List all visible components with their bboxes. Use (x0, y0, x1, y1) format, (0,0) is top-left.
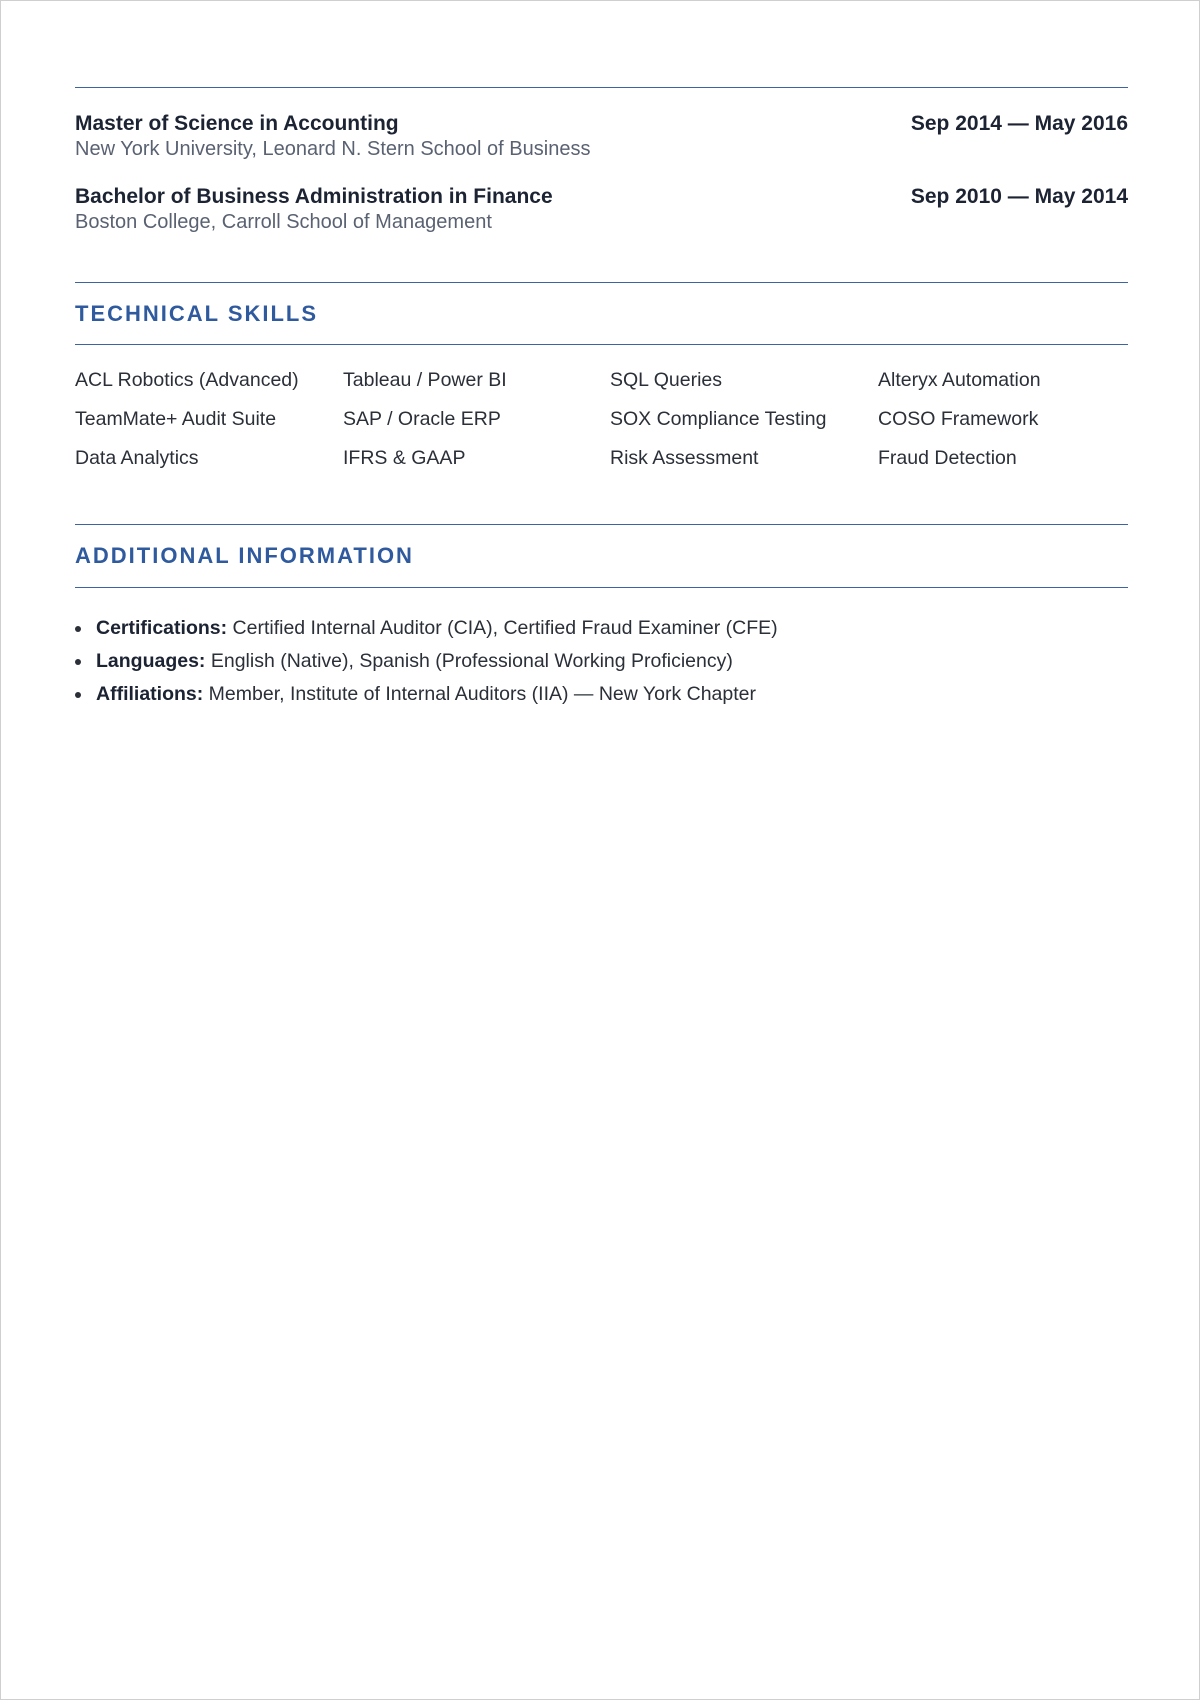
bullet-icon (75, 659, 81, 665)
technical-skills-heading: TECHNICAL SKILLS (75, 301, 319, 326)
additional-info-heading-divider (75, 587, 1128, 588)
school-name: Boston College, Carroll School of Management (75, 211, 492, 233)
education-top-divider (75, 87, 1128, 88)
skill-item: Risk Assessment (610, 447, 759, 469)
skill-item: SOX Compliance Testing (610, 408, 827, 430)
skills-heading-divider (75, 344, 1128, 345)
list-item-label: Languages: (96, 650, 206, 672)
bullet-icon (75, 692, 81, 698)
list-item-label: Certifications: (96, 617, 228, 639)
skill-item: Alteryx Automation (878, 369, 1041, 391)
additional-information-heading: ADDITIONAL INFORMATION (75, 543, 414, 568)
bullet-icon (75, 626, 81, 632)
skill-item: TeamMate+ Audit Suite (75, 408, 277, 430)
skill-item: Fraud Detection (878, 447, 1017, 469)
school-name: New York University, Leonard N. Stern School of Business (75, 138, 591, 160)
skill-item: SQL Queries (610, 369, 722, 391)
skill-item: IFRS & GAAP (343, 447, 466, 469)
skills-top-divider (75, 282, 1128, 283)
skill-item: SAP / Oracle ERP (343, 408, 501, 430)
list-item-value: Certified Internal Auditor (CIA), Certified Fraud Examiner (CFE) (227, 617, 778, 639)
skill-item: ACL Robotics (Advanced) (75, 369, 299, 391)
skill-item: Data Analytics (75, 447, 199, 469)
list-item-label: Affiliations: (96, 683, 204, 705)
list-item-value: Member, Institute of Internal Auditors (IIA) — New York Chapter (203, 683, 757, 705)
degree-title: Bachelor of Business Administration in Finance (75, 185, 553, 208)
skill-item: COSO Framework (878, 408, 1039, 430)
list-item-text (96, 617, 778, 640)
degree-dates: Sep 2010 — May 2014 (910, 185, 1128, 208)
additional-info-top-divider (75, 524, 1128, 525)
skill-item: Tableau / Power BI (343, 369, 507, 391)
list-item-text (96, 683, 756, 706)
list-item-text (96, 650, 733, 673)
degree-title: Master of Science in Accounting (75, 112, 399, 135)
list-item-value: English (Native), Spanish (Professional Working Proficiency) (205, 650, 733, 672)
degree-dates: Sep 2014 — May 2016 (910, 112, 1128, 135)
